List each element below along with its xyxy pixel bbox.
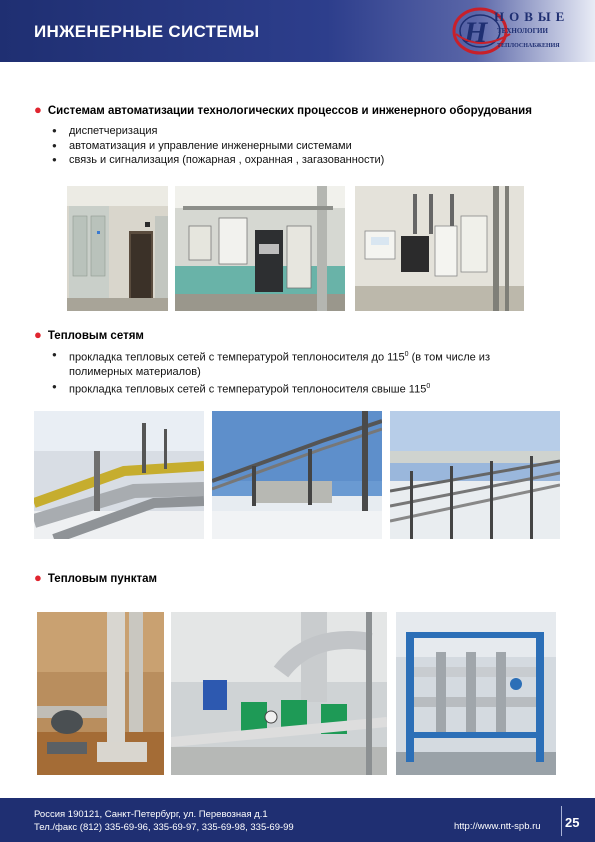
logo-letter: Н [464,16,488,49]
pipe-rack-photo [390,411,560,539]
list-item-continuation [52,365,490,380]
control-room-door-photo [67,186,168,311]
red-bullet-icon: ● [34,327,42,342]
page-header [0,0,595,62]
electrical-cabinets-photo [175,186,345,311]
logo-text-tehnologii: ТЕХНОЛОГИИ [497,27,548,35]
heat-networks-list [52,348,490,397]
section-automation-label: Системам автоматизации технологических процессов и инженерного оборудования [47,105,532,117]
logo-text-novye: НОВЫЕ [494,9,570,24]
blue-frame-pumps-photo [396,612,556,775]
page-footer [0,798,595,842]
list-item-tail: (в том числе из [408,351,490,364]
list-item [52,348,490,365]
degree-sup: 0 [404,351,409,358]
list-item-text: прокладка тепловых сетей с температурой теплоносителя до 115 [69,351,405,364]
heat-point-pumps-photo [37,612,164,775]
automation-list [52,124,384,168]
wall-panels-photo [355,186,524,311]
page-number: 25 [565,815,580,830]
company-logo [450,4,585,58]
pipeline-winter-photo [34,411,204,539]
list-item: ● связь и сигнализация (пожарная , охранная , загазованности) [52,153,384,168]
overpass-pipeline-photo [212,411,382,539]
footer-phones: Тел./факс (812) 335-69-96, 335-69-97, 335-69-98, 335-69-99 [34,821,294,833]
degree-sup: 0 [426,382,431,390]
list-item: ● автоматизация и управление инженерными системами [52,139,384,154]
page-title: ИНЖЕНЕРНЫЕ СИСТЕМЫ [34,22,260,41]
list-item [52,380,490,397]
section-heat-points-title [34,570,157,585]
green-pumps-photo [171,612,387,775]
section-heat-points-label: Тепловым пунктам [47,573,158,585]
footer-address: Россия 190121, Санкт-Петербург, ул. Перевозная д.1 [34,809,268,820]
footer-contacts [34,809,294,834]
section-heat-networks-title [34,327,144,342]
red-bullet-icon: ● [34,102,42,117]
section-heat-networks-label: Тепловым сетям [47,330,144,342]
section-automation-title [34,102,532,117]
list-item: ● диспетчеризация [52,124,384,139]
red-bullet-icon: ● [34,570,42,585]
website-link[interactable]: http://www.ntt-spb.ru [454,821,541,832]
logo-text-teplosnabzheniya: ТЕПЛОСНАБЖЕНИЯ [497,43,560,49]
list-item-text: полимерных материалов) [69,366,201,379]
list-item-text: прокладка тепловых сетей с температурой теплоносителя свыше 115 [69,383,427,396]
footer-divider [561,806,562,836]
